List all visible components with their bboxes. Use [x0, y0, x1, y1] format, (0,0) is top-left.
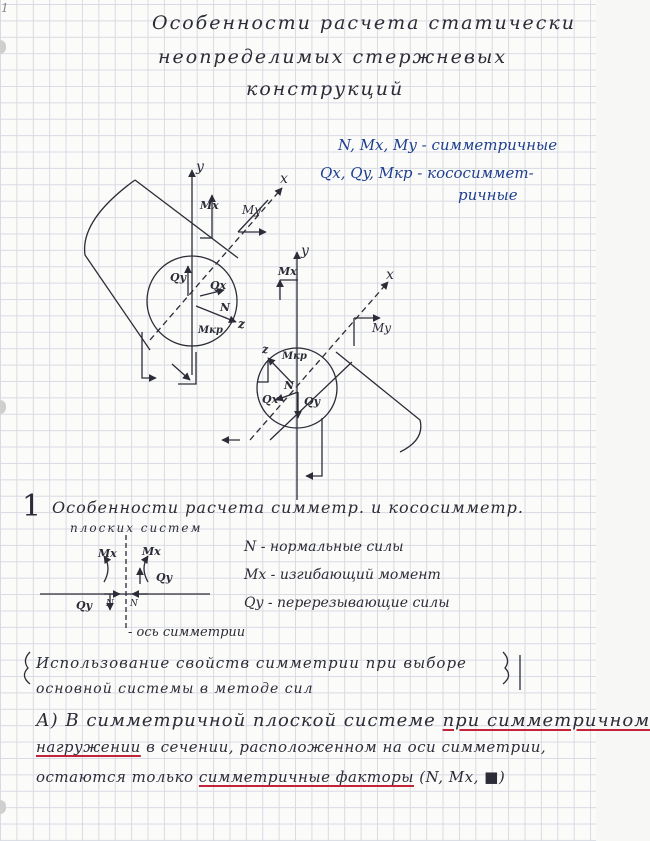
legend-qy: Qy - перерезывающие силы	[244, 595, 450, 611]
cylinder-diagram-2	[222, 252, 421, 500]
section-1-heading: Особенности расчета симметр. и кососимметр.	[52, 498, 524, 517]
section-1-subheading: плоских систем	[70, 521, 203, 535]
d2-qy-label: Qy	[304, 395, 320, 408]
note-antisymmetric-2: ричные	[458, 186, 518, 204]
d3-mx-right-label: Mx	[142, 545, 161, 558]
symmetric-section-diagram	[40, 535, 210, 630]
note-symmetric: N, Mx, My - симметричные	[338, 136, 558, 154]
d1-my-label: My	[242, 203, 262, 217]
item-a-line-2	[36, 740, 546, 755]
d1-mkr-label: Mкр	[198, 325, 223, 336]
item-a-symmetric-factors: симметричные факторы	[198, 768, 414, 786]
axis-of-symmetry-note: - ось симметрии	[128, 625, 246, 640]
d2-my-label: My	[372, 321, 392, 335]
d2-y-label: y	[301, 243, 309, 259]
legend-n: N - нормальные силы	[244, 539, 404, 555]
d3-qy-right-label: Qy	[156, 571, 172, 584]
item-a-symmetric-loading: при симметричном	[442, 710, 650, 731]
d3-qy-left-label: Qy	[76, 599, 92, 612]
item-a-line-3	[36, 770, 505, 785]
d3-n-right-label: N	[130, 599, 138, 609]
section-2-line-2: основной системы в методе сил	[36, 681, 314, 697]
brace-right	[503, 652, 509, 684]
d1-y-label: y	[196, 159, 204, 175]
section-1-number: 1	[22, 489, 42, 524]
page-marker: 1	[1, 1, 9, 15]
item-a-line-1	[36, 712, 650, 730]
item-a-loading-word: нагружении	[36, 738, 141, 756]
legend-mx: Mx - изгибающий момент	[244, 567, 441, 583]
d1-qy-label: Qy	[170, 271, 186, 284]
item-a-prefix: А)	[36, 710, 59, 731]
d1-n-label: N	[220, 301, 231, 314]
item-a-line-3-end: (N, Mx, ■)	[419, 768, 506, 786]
d3-mx-left-label: Mx	[98, 547, 117, 560]
d2-qx-label: Qx	[262, 393, 279, 406]
d1-qx-label: Qx	[210, 279, 227, 292]
title-line-1: Особенности расчета статически	[152, 12, 577, 34]
item-a-line-3-start: остаются только	[36, 768, 194, 786]
d2-n-label: N	[284, 379, 295, 392]
d1-z-label: z	[238, 317, 245, 331]
d2-x-label: x	[386, 267, 394, 283]
brace-left	[24, 652, 30, 684]
item-a-line-1-start: В симметричной плоской системе	[65, 710, 436, 731]
d1-mx-label: Mx	[200, 199, 219, 212]
note-antisymmetric-1: Qx, Qy, Mкр - кососиммет-	[320, 164, 534, 182]
d1-x-label: x	[280, 171, 288, 187]
item-a-line-2-rest: в сечении, расположенном на оси симметрии,	[146, 738, 547, 756]
d3-n-left-label: N	[106, 599, 114, 609]
d2-mx-label: Mx	[278, 265, 297, 278]
title-line-2: неопределимых стержневых	[158, 46, 508, 68]
section-2-line-1: Использование свойств симметрии при выборе	[36, 654, 467, 672]
d2-z-label: z	[262, 343, 269, 356]
d2-mkr-label: Mкр	[282, 351, 307, 362]
title-line-3: конструкций	[246, 78, 405, 100]
